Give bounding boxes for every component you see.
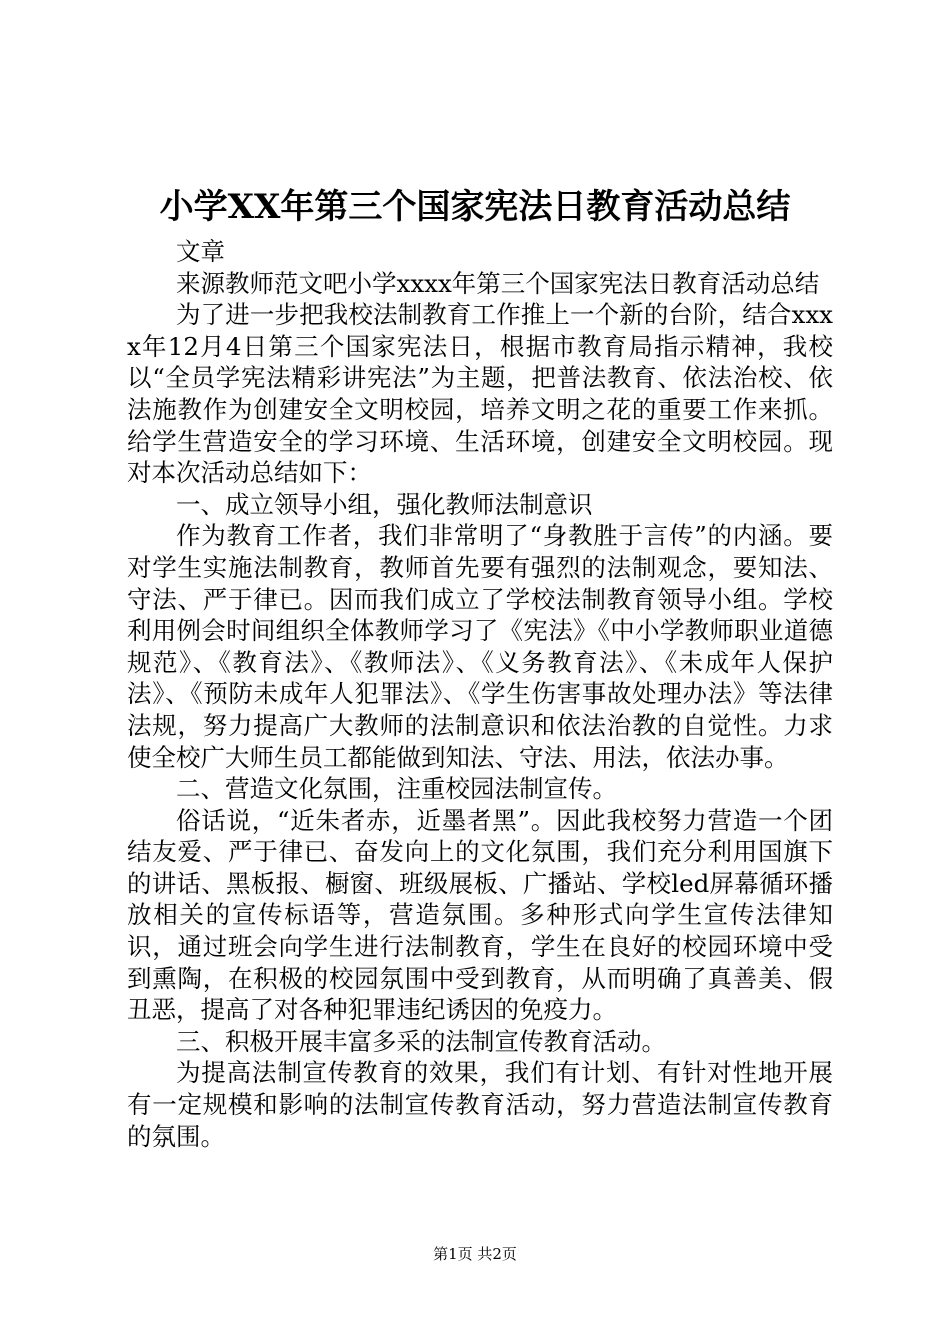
document-body: [127, 236, 833, 1152]
paragraph-intro: 为了进一步把我校法制教育工作推上一个新的台阶，结合xxxx年12月4日第三个国家宪法日，根据市教育局指示精神，我校以“全员学宪法精彩讲宪法”为主题，把普法教育、依法治校、依法施教作为创建安全文明校园，培养文明之花的重要工作来抓。给学生营造安全的学习环境、生活环境，创建安全文明校园。现对本次活动总结如下：: [127, 300, 833, 488]
page-number-footer: 第1页 共2页: [433, 1245, 517, 1263]
paragraph-section-2: 俗话说，“近朱者赤，近墨者黑”。因此我校努力营造一个团结友爱、严于律已、奋发向上的文化氛围，我们充分利用国旗下的讲话、黑板报、橱窗、班级展板、广播站、学校led屏幕循环播放相关的宣传标语等，营造氛围。多种形式向学生宣传法律知识，通过班会向学生进行法制教育，学生在良好的校园环境中受到熏陶，在积极的校园氛围中受到教育，从而明确了真善美、假丑恶，提高了对各种犯罪违纪诱因的免疫力。: [127, 805, 833, 1025]
paragraph-source: 来源教师范文吧小学xxxx年第三个国家宪法日教育活动总结: [176, 268, 820, 298]
section-heading-1: 一、成立领导小组，强化教师法制意识: [176, 489, 593, 519]
section-heading-2: 二、营造文化氛围，注重校园法制宣传。: [176, 774, 617, 804]
paragraph-section-1: 作为教育工作者，我们非常明了“身教胜于言传”的内涵。要对学生实施法制教育，教师首先要有强烈的法制观念，要知法、守法、严于律已。因而我们成立了学校法制教育领导小组。学校利用例会时间组织全体教师学习了《宪法》《中小学教师职业道德规范》、《教育法》、《教师法》、《义务教育法》、《未成年人保护法》、《预防未成年人犯罪法》、《学生伤害事故处理办法》等法律法规，努力提高广大教师的法制意识和依法治教的自觉性。力求使全校广大师生员工都能做到知法、守法、用法，依法办事。: [127, 521, 833, 772]
paragraph-section-3: 为提高法制宣传教育的效果，我们有计划、有针对性地开展有一定规模和影响的法制宣传教育活动，努力营造法制宣传教育的氛围。: [127, 1058, 833, 1151]
document-title: 小学XX年第三个国家宪法日教育活动总结: [159, 187, 791, 227]
paragraph-article-label: 文章: [176, 237, 225, 266]
section-heading-3: 三、积极开展丰富多采的法制宣传教育活动。: [176, 1026, 666, 1056]
